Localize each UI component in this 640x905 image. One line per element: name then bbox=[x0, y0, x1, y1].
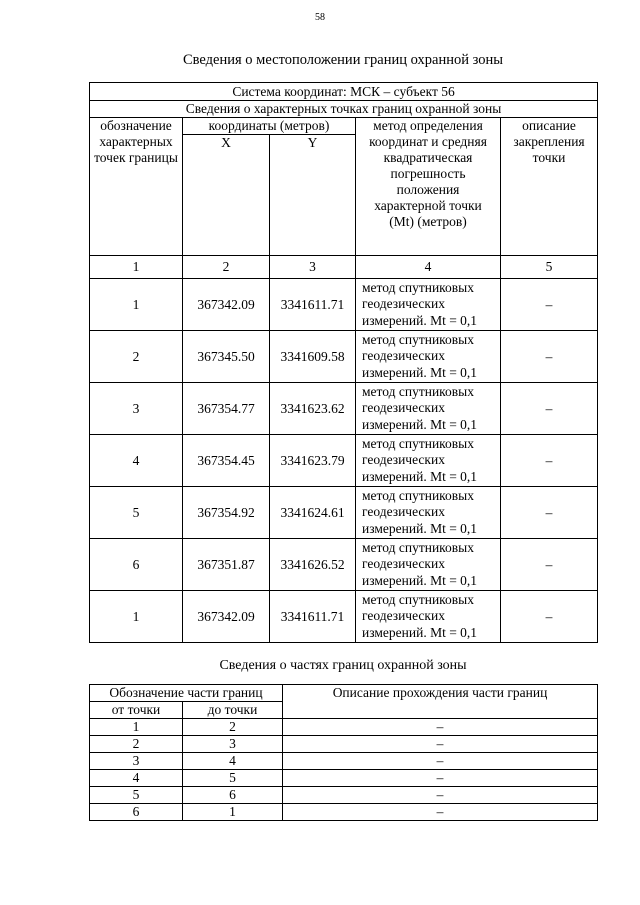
point-description: – bbox=[501, 383, 598, 435]
coord-x: 367354.77 bbox=[183, 383, 270, 435]
section-title-boundaries: Сведения о местоположении границ охранной зоны bbox=[182, 52, 503, 68]
part-description: – bbox=[283, 753, 598, 770]
point-id: 5 bbox=[90, 487, 183, 539]
part-description: – bbox=[283, 719, 598, 736]
table-row bbox=[90, 804, 598, 821]
col-header-x: X bbox=[183, 135, 270, 256]
col-header-to: до точки bbox=[183, 702, 283, 719]
to-point: 3 bbox=[183, 736, 283, 753]
point-id: 1 bbox=[90, 591, 183, 643]
part-description: – bbox=[283, 770, 598, 787]
coord-y: 3341623.79 bbox=[270, 435, 356, 487]
coord-y: 3341623.62 bbox=[270, 383, 356, 435]
point-description: – bbox=[501, 279, 598, 331]
col-header-part: Обозначение части границ bbox=[90, 685, 283, 702]
part-description: – bbox=[283, 736, 598, 753]
col-header-part-description: Описание прохождения части границ bbox=[283, 685, 598, 719]
table-row bbox=[90, 279, 598, 331]
from-point: 3 bbox=[90, 753, 183, 770]
coord-y: 3341611.71 bbox=[270, 279, 356, 331]
table-row bbox=[90, 753, 598, 770]
section-title-parts: Сведения о частях границ охранной зоны bbox=[219, 658, 467, 673]
table-row bbox=[90, 539, 598, 591]
coord-y: 3341611.71 bbox=[270, 591, 356, 643]
coord-x: 367342.09 bbox=[183, 279, 270, 331]
to-point: 1 bbox=[183, 804, 283, 821]
column-number: 5 bbox=[501, 256, 598, 279]
column-number: 1 bbox=[90, 256, 183, 279]
page-number: 58 bbox=[315, 12, 325, 23]
coord-y: 3341624.61 bbox=[270, 487, 356, 539]
point-description: – bbox=[501, 539, 598, 591]
table-row bbox=[90, 331, 598, 383]
col-header-method: метод определения координат и средняя квадратическая погрешность положения характерной точки (Mt) (метров) bbox=[356, 118, 501, 256]
characteristic-points-header: Сведения о характерных точках границ охранной зоны bbox=[90, 101, 598, 118]
to-point: 5 bbox=[183, 770, 283, 787]
col-header-coords: координаты (метров) bbox=[183, 118, 356, 135]
coord-x: 367351.87 bbox=[183, 539, 270, 591]
coordinates-table bbox=[89, 82, 598, 643]
coord-x: 367354.45 bbox=[183, 435, 270, 487]
coord-x: 367342.09 bbox=[183, 591, 270, 643]
coordinate-system-header: Система координат: МСК – субъект 56 bbox=[90, 83, 598, 101]
method-cell: метод спутниковых геодезических измерений. Mt = 0,1 bbox=[356, 539, 501, 591]
table-row bbox=[90, 487, 598, 539]
point-id: 1 bbox=[90, 279, 183, 331]
point-id: 3 bbox=[90, 383, 183, 435]
point-description: – bbox=[501, 591, 598, 643]
point-id: 2 bbox=[90, 331, 183, 383]
coord-x: 367345.50 bbox=[183, 331, 270, 383]
method-cell: метод спутниковых геодезических измерений. Mt = 0,1 bbox=[356, 591, 501, 643]
method-cell: метод спутниковых геодезических измерений. Mt = 0,1 bbox=[356, 383, 501, 435]
from-point: 6 bbox=[90, 804, 183, 821]
from-point: 5 bbox=[90, 787, 183, 804]
table-row bbox=[90, 787, 598, 804]
col-header-point: обозначение характерных точек границы bbox=[90, 118, 183, 256]
coord-y: 3341609.58 bbox=[270, 331, 356, 383]
from-point: 2 bbox=[90, 736, 183, 753]
table-row bbox=[90, 719, 598, 736]
point-id: 6 bbox=[90, 539, 183, 591]
column-number: 2 bbox=[183, 256, 270, 279]
table-row bbox=[90, 383, 598, 435]
point-id: 4 bbox=[90, 435, 183, 487]
col-header-from: от точки bbox=[90, 702, 183, 719]
column-number: 4 bbox=[356, 256, 501, 279]
to-point: 6 bbox=[183, 787, 283, 804]
from-point: 4 bbox=[90, 770, 183, 787]
point-description: – bbox=[501, 487, 598, 539]
table-row bbox=[90, 435, 598, 487]
method-cell: метод спутниковых геодезических измерений. Mt = 0,1 bbox=[356, 279, 501, 331]
coord-x: 367354.92 bbox=[183, 487, 270, 539]
method-cell: метод спутниковых геодезических измерений. Mt = 0,1 bbox=[356, 487, 501, 539]
part-description: – bbox=[283, 787, 598, 804]
col-header-description: описание закрепления точки bbox=[501, 118, 598, 256]
column-number: 3 bbox=[270, 256, 356, 279]
method-cell: метод спутниковых геодезических измерений. Mt = 0,1 bbox=[356, 331, 501, 383]
to-point: 2 bbox=[183, 719, 283, 736]
method-cell: метод спутниковых геодезических измерений. Mt = 0,1 bbox=[356, 435, 501, 487]
part-description: – bbox=[283, 804, 598, 821]
table-row bbox=[90, 770, 598, 787]
point-description: – bbox=[501, 435, 598, 487]
point-description: – bbox=[501, 331, 598, 383]
table-row bbox=[90, 591, 598, 643]
to-point: 4 bbox=[183, 753, 283, 770]
from-point: 1 bbox=[90, 719, 183, 736]
coord-y: 3341626.52 bbox=[270, 539, 356, 591]
boundary-parts-table bbox=[89, 684, 598, 821]
table-row bbox=[90, 736, 598, 753]
col-header-y: Y bbox=[270, 135, 356, 256]
